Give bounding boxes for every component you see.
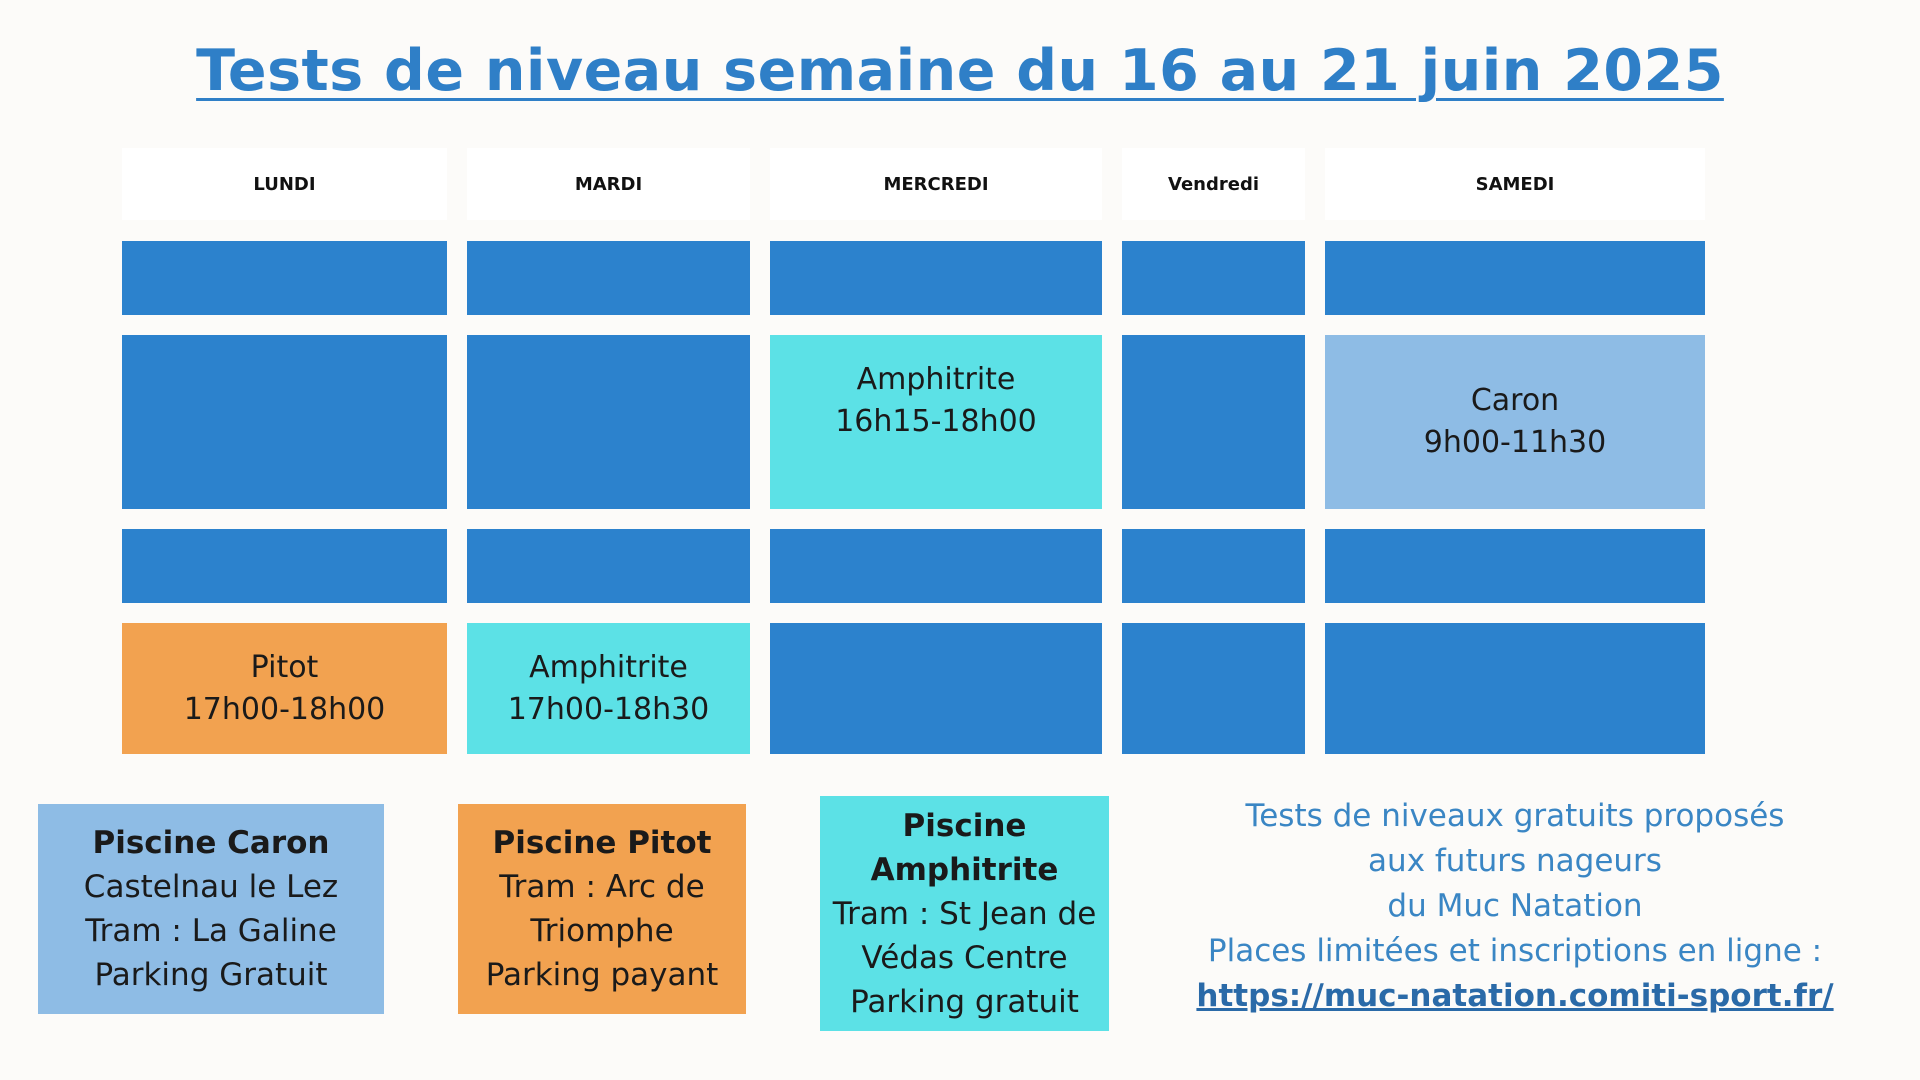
- slot-pool: Pitot: [250, 649, 319, 685]
- pool-info-pitot: [458, 804, 746, 1014]
- pool-line: Védas Centre: [861, 939, 1068, 976]
- slot-pool: Caron: [1470, 383, 1560, 418]
- slot-mercredi-3: [770, 623, 1102, 754]
- promo-text: [1170, 794, 1860, 1019]
- pool-name: Piscine Amphitrite: [870, 807, 1059, 888]
- slot-mercredi-amphitrite: [770, 335, 1102, 509]
- promo-line: aux futurs nageurs: [1368, 843, 1662, 879]
- pool-line: Parking gratuit: [850, 983, 1079, 1020]
- slot-lundi-pitot: [122, 623, 447, 754]
- day-header-samedi: SAMEDI: [1325, 148, 1705, 220]
- pool-line: Triomphe: [530, 913, 674, 949]
- pool-line: Tram : La Galine: [85, 913, 337, 949]
- day-header-mercredi: MERCREDI: [770, 148, 1102, 220]
- promo-line: Tests de niveaux gratuits proposés: [1245, 798, 1785, 834]
- slot-time: 16h15-18h00: [835, 404, 1037, 439]
- page-title: Tests de niveau semaine du 16 au 21 juin 2025: [196, 38, 1724, 104]
- day-header-vendredi: Vendredi: [1122, 148, 1305, 220]
- slot-mercredi-2: [770, 529, 1102, 603]
- pool-line: Tram : St Jean de: [832, 895, 1097, 932]
- slot-pool: Amphitrite: [856, 362, 1016, 397]
- pool-line: Tram : Arc de: [499, 869, 705, 905]
- pool-name: Piscine Caron: [92, 825, 330, 861]
- pool-line: Castelnau le Lez: [83, 869, 339, 905]
- pool-name: Piscine Pitot: [492, 825, 712, 861]
- slot-mardi-2: [467, 529, 750, 603]
- pool-info-amphitrite: [820, 796, 1109, 1031]
- slot-time: 17h00-18h30: [507, 691, 710, 727]
- pool-line: Parking Gratuit: [94, 957, 328, 993]
- slot-samedi-2: [1325, 529, 1705, 603]
- slot-samedi-caron: [1325, 335, 1705, 509]
- slot-time: 9h00-11h30: [1423, 425, 1607, 460]
- slot-vendredi-2: [1122, 529, 1305, 603]
- promo-line: du Muc Natation: [1387, 888, 1643, 924]
- pool-info-caron: [38, 804, 384, 1014]
- slot-lundi-2: [122, 529, 447, 603]
- slot-pool: Amphitrite: [529, 649, 688, 685]
- promo-line: Places limitées et inscriptions en ligne :: [1207, 933, 1823, 969]
- registration-link[interactable]: https://muc-natation.comiti-sport.fr/: [1196, 978, 1834, 1014]
- slot-time: 17h00-18h00: [183, 691, 386, 727]
- slot-lundi-0: [122, 241, 447, 315]
- slot-lundi-1: [122, 335, 447, 509]
- slot-mardi-1: [467, 335, 750, 509]
- slot-samedi-0: [1325, 241, 1705, 315]
- slot-mardi-amphitrite: [467, 623, 750, 754]
- slot-vendredi-1: [1122, 335, 1305, 509]
- slot-vendredi-3: [1122, 623, 1305, 754]
- day-header-lundi: LUNDI: [122, 148, 447, 220]
- slot-vendredi-0: [1122, 241, 1305, 315]
- slot-mercredi-0: [770, 241, 1102, 315]
- slot-samedi-3: [1325, 623, 1705, 754]
- day-header-mardi: MARDI: [467, 148, 750, 220]
- slot-mardi-0: [467, 241, 750, 315]
- pool-line: Parking payant: [485, 957, 719, 993]
